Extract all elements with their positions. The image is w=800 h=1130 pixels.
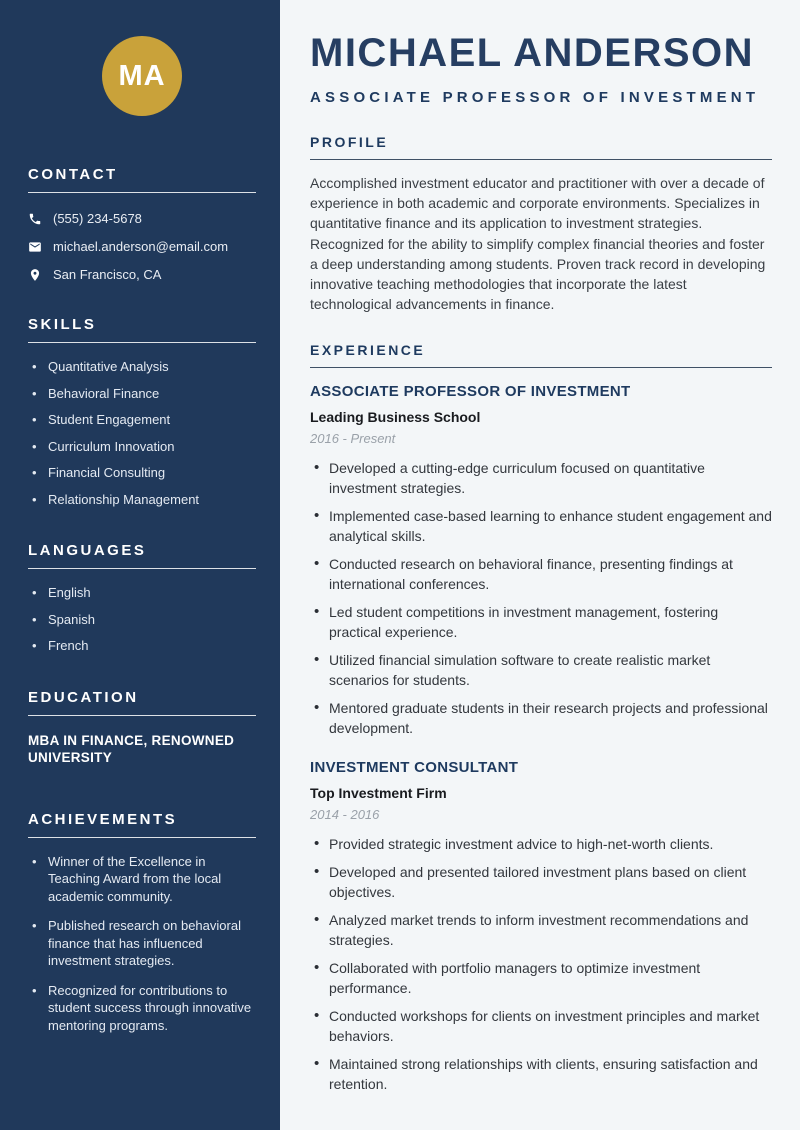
job-bullet-list [310, 834, 772, 1094]
language-item: • Spanish [28, 611, 256, 629]
profile-heading: PROFILE [310, 134, 389, 150]
job-dates: 2014 - 2016 [310, 807, 380, 823]
profile-section [310, 134, 772, 314]
sidebar [0, 0, 280, 1130]
avatar [102, 36, 182, 116]
job-bullet: • Collaborated with portfolio managers to optimize investment performance. [310, 958, 772, 998]
contact-section [28, 166, 256, 282]
contact-heading: CONTACT [28, 166, 118, 183]
skill-item: • Behavioral Finance [28, 385, 256, 403]
profile-text: Accomplished investment educator and practitioner with over a decade of experience in both academic and corporate environments. Specializes in quantitative finance and its application to investment strategies. Recognized for the ability to simplify complex financial theories and foster a deep understanding among students. Proven track record in developing innovative teaching methodologies that incorporate the latest technological advancements in finance. [310, 175, 766, 313]
section-divider [28, 568, 256, 569]
job-entry [310, 383, 772, 738]
language-item: • French [28, 637, 256, 655]
person-name: MICHAEL ANDERSON [310, 31, 755, 75]
languages-list [28, 584, 256, 655]
skill-item: • Financial Consulting [28, 464, 256, 482]
achievements-list [28, 853, 256, 1035]
section-divider [28, 837, 256, 838]
skills-heading: SKILLS [28, 316, 97, 333]
phone-icon [28, 212, 42, 226]
job-bullet: • Developed a cutting-edge curriculum focused on quantitative investment strategies. [310, 458, 772, 498]
job-bullet: • Analyzed market trends to inform investment recommendations and strategies. [310, 910, 772, 950]
section-divider [28, 342, 256, 343]
job-bullet: • Provided strategic investment advice to high-net-worth clients. [310, 834, 772, 854]
skill-item: • Quantitative Analysis [28, 358, 256, 376]
job-company: Top Investment Firm [310, 785, 447, 802]
contact-list [28, 211, 256, 282]
job-title: INVESTMENT CONSULTANT [310, 759, 519, 777]
job-bullet: • Maintained strong relationships with clients, ensuring satisfaction and retention. [310, 1054, 772, 1094]
person-job-title: ASSOCIATE PROFESSOR OF INVESTMENT [310, 89, 760, 106]
job-bullet: • Led student competitions in investment management, fostering practical experience. [310, 602, 772, 642]
job-bullet: • Mentored graduate students in their research projects and professional development. [310, 698, 772, 738]
contact-phone-text: (555) 234-5678 [53, 211, 142, 226]
contact-email [28, 239, 256, 254]
experience-heading: EXPERIENCE [310, 342, 426, 359]
achievement-item: • Published research on behavioral finance that has influenced investment strategies. [28, 917, 256, 970]
contact-location [28, 267, 256, 282]
achievements-heading: ACHIEVEMENTS [28, 810, 178, 828]
experience-section [310, 342, 772, 1094]
avatar-initials: MA [118, 59, 166, 92]
languages-heading: LANGUAGES [28, 542, 147, 559]
section-divider [28, 715, 256, 716]
section-divider [28, 192, 256, 193]
job-bullet: • Developed and presented tailored investment plans based on client objectives. [310, 862, 772, 902]
degree-text: MBA IN FINANCE, RENOWNED UNIVERSITY [28, 732, 235, 765]
main-content [280, 0, 800, 1130]
envelope-icon [28, 240, 42, 254]
job-bullet: • Implemented case-based learning to enhance student engagement and analytical skills. [310, 506, 772, 546]
achievement-item: • Recognized for contributions to student success through innovative mentoring programs. [28, 982, 256, 1035]
section-divider [310, 367, 772, 368]
skill-item: • Curriculum Innovation [28, 438, 256, 456]
skill-item: • Relationship Management [28, 491, 256, 509]
job-entry [310, 759, 772, 1094]
contact-phone [28, 211, 256, 226]
job-title: ASSOCIATE PROFESSOR OF INVESTMENT [310, 383, 631, 401]
contact-email-text: michael.anderson@email.com [53, 239, 229, 254]
education-heading: EDUCATION [28, 688, 139, 706]
job-bullet-list [310, 458, 772, 738]
job-company: Leading Business School [310, 409, 481, 426]
contact-location-text: San Francisco, CA [53, 267, 162, 282]
job-bullet: • Conducted workshops for clients on investment principles and market behaviors. [310, 1006, 772, 1046]
section-divider [310, 159, 772, 160]
job-dates: 2016 - Present [310, 431, 396, 447]
location-pin-icon [28, 268, 42, 282]
skill-item: • Student Engagement [28, 411, 256, 429]
achievement-item: • Winner of the Excellence in Teaching Award from the local academic community. [28, 853, 256, 906]
languages-section [28, 542, 256, 655]
education-section [28, 689, 256, 767]
job-bullet: • Conducted research on behavioral finance, presenting findings at international conferences. [310, 554, 772, 594]
job-bullet: • Utilized financial simulation software to create realistic market scenarios for students. [310, 650, 772, 690]
skills-section [28, 316, 256, 508]
achievements-section [28, 811, 256, 1035]
skills-list [28, 358, 256, 508]
language-item: • English [28, 584, 256, 602]
